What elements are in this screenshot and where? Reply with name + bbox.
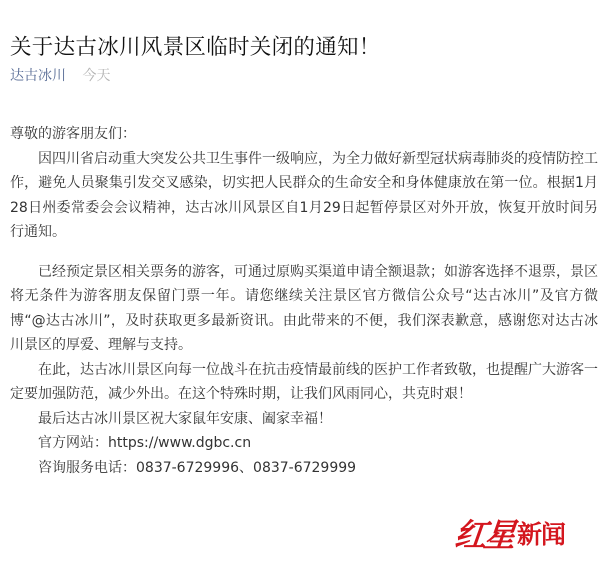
watermark-news: 新闻 bbox=[517, 520, 566, 549]
website-link[interactable]: https://www.dgbc.cn bbox=[108, 435, 252, 451]
watermark-brand: 红星 bbox=[452, 516, 515, 554]
website-line bbox=[10, 431, 598, 456]
article-title: 关于达古冰川风景区临时关闭的通知！ bbox=[10, 35, 381, 61]
red-star-news-watermark bbox=[452, 508, 600, 558]
greeting: 尊敬的游客朋友们： bbox=[10, 126, 136, 142]
article-body bbox=[10, 122, 598, 480]
phone-line bbox=[10, 456, 598, 481]
account-name-link[interactable]: 达古冰川 bbox=[10, 68, 66, 84]
publish-date: 今天 bbox=[82, 68, 111, 84]
phone-numbers: 0837-6729996、0837-6729999 bbox=[136, 459, 357, 476]
paragraph-refund-info: 已经预定景区相关票务的游客，可通过原购买渠道申请全额退款；如游客选择不退票，景区将无条件为游客朋友保留门票一年。请您继续关注景区官方微信公众号“达古冰川”及官方微博“@达古冰川”，及时获取更多最新资讯。由此带来的不便，我们深表歉意，感谢您对达古冰川景区的厚爱、理解与支持。 bbox=[10, 263, 598, 353]
paragraph-closure-notice: 因四川省启动重大突发公共卫生事件一级响应，为全力做好新型冠状病毒肺炎的疫情防控工作，避免人员聚集引发交叉感染，切实把人民群众的生命安全和身体健康放在第一位。根据1月28日州委常委会会议精神，达古冰川风景区自1月29日起暂停景区对外开放，恢复开放时间另行通知。 bbox=[10, 150, 598, 240]
phone-label: 咨询服务电话： bbox=[38, 459, 136, 476]
paragraph-blessing: 最后达古冰川景区祝大家鼠年安康、阖家幸福！ bbox=[38, 410, 332, 427]
article-meta bbox=[10, 66, 110, 86]
paragraph-tribute: 在此，达古冰川景区向每一位战斗在抗击疫情最前线的医护工作者致敬，也提醒广大游客一定要加强防范，减少外出。在这个特殊时期，让我们风雨同心，共克时艰！ bbox=[10, 361, 598, 402]
website-label: 官方网站： bbox=[38, 435, 108, 451]
